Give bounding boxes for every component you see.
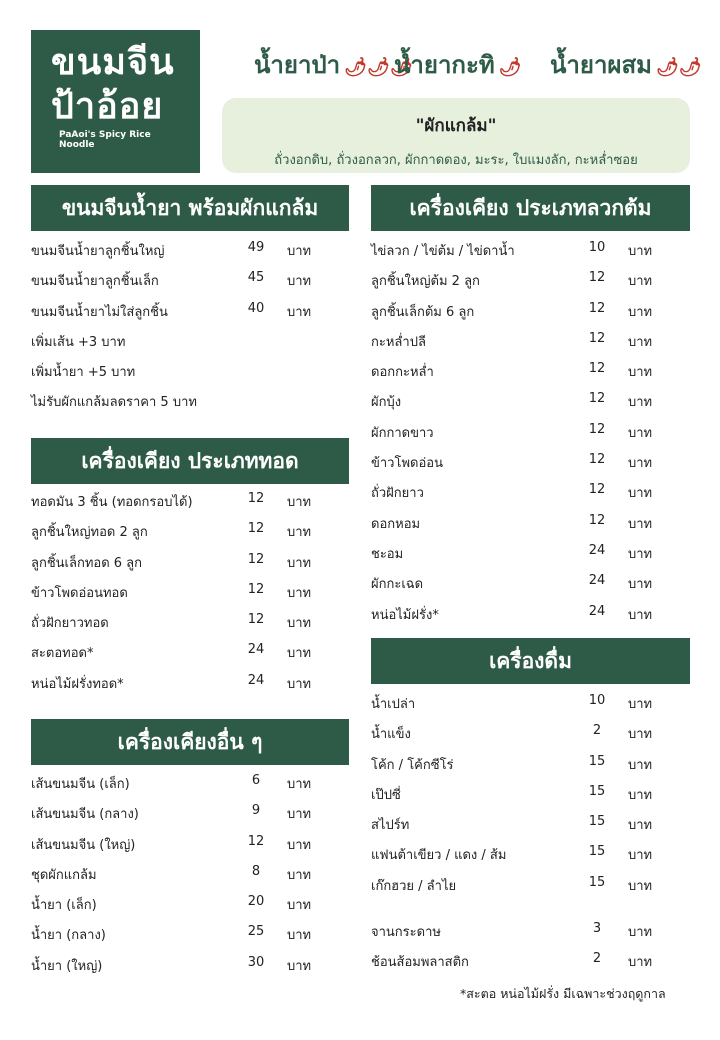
- menu-item-price: 15: [588, 874, 606, 890]
- menu-item-row: [371, 947, 690, 977]
- menu-item-name: ผักกาดขาว: [371, 425, 434, 441]
- menu-item-row: [31, 487, 349, 517]
- menu-item-row: [31, 799, 349, 829]
- menu-item-name: เป๊ปซี่: [371, 787, 401, 803]
- menu-item-unit: บาท: [287, 928, 312, 944]
- logo-title-line2: ป้าอ้อย: [51, 85, 164, 127]
- broth-mixed: [550, 45, 702, 84]
- menu-item-name: ลูกชิ้นเล็กต้ม 6 ลูก: [371, 304, 475, 320]
- menu-note-row: [31, 327, 349, 357]
- menu-item-row: [31, 236, 349, 266]
- menu-item-unit: บาท: [287, 676, 312, 692]
- menu-item-unit: บาท: [287, 495, 312, 510]
- menu-item-row: [371, 327, 690, 357]
- broth-label: น้ำยากะทิ: [394, 50, 495, 79]
- menu-item-unit: บาท: [628, 425, 653, 441]
- menu-item-unit: บาท: [287, 555, 312, 571]
- menu-item-price: 12: [588, 300, 606, 316]
- menu-item-row: [371, 448, 690, 478]
- broth-types: [222, 45, 702, 85]
- menu-item-price: 10: [588, 240, 606, 255]
- menu-item-row: [31, 830, 349, 860]
- menu-item-unit: บาท: [287, 244, 312, 259]
- menu-item-row: [31, 548, 349, 578]
- menu-item-price: 45: [247, 270, 265, 286]
- broth-kathi: [394, 45, 522, 84]
- menu-item-price: 12: [247, 833, 265, 849]
- menu-item-row: [31, 578, 349, 608]
- menu-item-row: [371, 297, 690, 327]
- menu-item-price: 40: [247, 300, 265, 316]
- menu-item-unit: บาท: [628, 878, 653, 894]
- menu-item-name: แฟนต้าเขียว / แดง / ส้ม: [371, 848, 507, 864]
- menu-item-name: ขนมจีนน้ำยาไม่ใส่ลูกชิ้น: [31, 304, 168, 320]
- broth-pa: [254, 45, 413, 84]
- menu-item-name: ลูกชิ้นใหญ่ต้ม 2 ลูก: [371, 274, 480, 290]
- menu-item-unit: บาท: [287, 616, 312, 632]
- menu-item-unit: บาท: [628, 955, 653, 971]
- menu-item-unit: บาท: [628, 848, 653, 864]
- menu-item-name: ขนมจีนน้ำยาลูกชิ้นเล็ก: [31, 274, 159, 290]
- side-vegetables-title: "ผักแกล้ม": [415, 116, 497, 136]
- menu-item-unit: บาท: [628, 727, 653, 743]
- menu-item-unit: บาท: [628, 365, 653, 381]
- menu-item-name: ดอกกะหล่ำ: [371, 365, 434, 381]
- section-header-blanched: เครื่องเคียง ประเภทลวกต้ม: [371, 185, 690, 231]
- menu-item-row: [31, 517, 349, 547]
- menu-item-price: 24: [588, 603, 606, 619]
- menu-item-unit: บาท: [628, 456, 653, 472]
- menu-item-unit: บาท: [628, 486, 653, 502]
- menu-item-row: [371, 387, 690, 417]
- menu-item-row: [371, 600, 690, 630]
- menu-item-row: [31, 890, 349, 920]
- menu-item-price: 24: [588, 542, 606, 558]
- menu-item-row: [371, 719, 690, 749]
- side-vegetables-list: ถั่วงอกดิบ, ถั่วงอกลวก, ผักกาดดอง, มะระ, ใบแมงลัก, กะหล่ำซอย: [274, 153, 638, 168]
- menu-item-name: ผักกะเฉด: [371, 577, 424, 593]
- menu-item-name: ถั่วฝักยาวทอด: [31, 616, 109, 632]
- menu-item-row: [31, 860, 349, 890]
- menu-item-unit: บาท: [287, 867, 312, 883]
- blanched-menu-list: [371, 236, 690, 630]
- chili-icon: 🌶🌶🌶: [344, 57, 413, 78]
- menu-item-name: เก๊กฮวย / ลำไย: [371, 878, 457, 894]
- menu-item-unit: บาท: [628, 787, 653, 803]
- menu-item-price: 12: [588, 452, 606, 468]
- chili-icon: 🌶: [498, 57, 522, 78]
- menu-item-unit: บาท: [628, 546, 653, 562]
- menu-item-price: 24: [247, 642, 265, 658]
- menu-item-price: 10: [588, 693, 606, 708]
- menu-item-name: ข้าวโพดอ่อนทอด: [31, 585, 128, 601]
- menu-item-price: 2: [592, 723, 602, 739]
- menu-item-unit: บาท: [287, 958, 312, 974]
- menu-item-price: 15: [588, 783, 606, 799]
- menu-item-name: ข้าวโพดอ่อน: [371, 456, 443, 472]
- menu-item-price: 12: [588, 482, 606, 498]
- logo-title-line1: ขนมจีน: [51, 41, 175, 83]
- menu-item-row: [371, 780, 690, 810]
- menu-item-unit: บาท: [628, 395, 653, 411]
- menu-item-unit: บาท: [628, 274, 653, 290]
- menu-item-unit: บาท: [628, 304, 653, 320]
- menu-item-name: น้ำยา (เล็ก): [31, 898, 97, 914]
- menu-item-row: [371, 569, 690, 599]
- menu-item-row: [31, 638, 349, 668]
- menu-item-price: 20: [247, 894, 265, 910]
- menu-item-name: น้ำแข็ง: [371, 727, 411, 743]
- menu-item-unit: บาท: [628, 577, 653, 593]
- menu-item-name: ช้อนส้อมพลาสติก: [371, 955, 469, 971]
- menu-item-unit: บาท: [628, 607, 653, 623]
- menu-item-row: [371, 266, 690, 296]
- menu-item-name: กะหล่ำปลี: [371, 334, 426, 350]
- menu-item-name: โค้ก / โค้กซีโร่: [371, 757, 454, 773]
- menu-item-price: 12: [247, 581, 265, 597]
- menu-note: เพิ่มเส้น +3 บาท: [31, 334, 126, 350]
- menu-item-row: [371, 750, 690, 780]
- shop-logo: [31, 30, 200, 173]
- utensils-menu-list: [371, 917, 690, 978]
- menu-item-name: ชะอม: [371, 546, 404, 562]
- section-header-fried: เครื่องเคียง ประเภททอด: [31, 438, 349, 484]
- menu-note-row: [31, 357, 349, 387]
- menu-item-name: ดอกหอม: [371, 516, 421, 532]
- menu-item-price: 12: [247, 612, 265, 628]
- section-header-noodle: ขนมจีนน้ำยา พร้อมผักแกล้ม: [31, 185, 349, 231]
- menu-item-price: 3: [592, 921, 602, 936]
- menu-item-price: 12: [588, 270, 606, 286]
- menu-item-name: หน่อไม้ฝรั่ง*: [371, 607, 439, 623]
- menu-item-unit: บาท: [628, 757, 653, 773]
- menu-item-price: 15: [588, 753, 606, 769]
- menu-item-row: [371, 478, 690, 508]
- menu-item-row: [371, 539, 690, 569]
- menu-item-row: [371, 689, 690, 719]
- menu-item-name: เส้นขนมจีน (ใหญ่): [31, 837, 136, 853]
- menu-item-unit: บาท: [628, 925, 653, 940]
- menu-item-row: [31, 769, 349, 799]
- side-vegetables-box: [222, 98, 690, 173]
- menu-item-unit: บาท: [287, 525, 312, 541]
- menu-item-unit: บาท: [628, 244, 653, 259]
- menu-item-name: เส้นขนมจีน (เล็ก): [31, 777, 130, 792]
- menu-item-row: [371, 236, 690, 266]
- section-header-other: เครื่องเคียงอื่น ๆ: [31, 719, 349, 765]
- menu-item-unit: บาท: [628, 334, 653, 350]
- menu-item-unit: บาท: [287, 585, 312, 601]
- menu-item-name: ลูกชิ้นใหญ่ทอด 2 ลูก: [31, 525, 148, 541]
- logo-subtitle: PaAoi's Spicy Rice Noodle: [59, 130, 151, 150]
- seasonal-footnote: *สะตอ หน่อไม้ฝรั่ง มีเฉพาะช่วงฤดูกาล: [460, 986, 666, 1001]
- menu-item-price: 12: [588, 330, 606, 346]
- menu-item-price: 15: [588, 844, 606, 860]
- menu-item-price: 24: [247, 672, 265, 688]
- menu-item-name: ชุดผักแกล้ม: [31, 867, 97, 883]
- chili-icon: 🌶🌶: [655, 57, 702, 78]
- menu-item-row: [371, 810, 690, 840]
- drinks-menu-list: [371, 689, 690, 901]
- menu-item-name: ผักบุ้ง: [371, 395, 402, 411]
- menu-item-name: สไปร์ท: [371, 818, 410, 834]
- menu-item-price: 12: [588, 361, 606, 377]
- menu-item-price: 9: [251, 803, 261, 819]
- menu-item-price: 12: [247, 551, 265, 567]
- broth-label: น้ำยาผสม: [550, 50, 652, 79]
- menu-item-price: 12: [247, 521, 265, 537]
- menu-item-price: 15: [588, 814, 606, 830]
- menu-item-unit: บาท: [287, 777, 312, 792]
- menu-item-row: [31, 920, 349, 950]
- menu-note: เพิ่มน้ำยา +5 บาท: [31, 365, 136, 381]
- menu-item-unit: บาท: [287, 274, 312, 290]
- menu-note-row: [31, 387, 349, 417]
- menu-item-name: จานกระดาษ: [371, 925, 441, 940]
- menu-item-name: น้ำยา (ใหญ่): [31, 958, 103, 974]
- menu-item-row: [31, 266, 349, 296]
- section-header-drinks: เครื่องดื่ม: [371, 638, 690, 684]
- menu-item-unit: บาท: [287, 304, 312, 320]
- menu-item-unit: บาท: [287, 646, 312, 662]
- menu-item-unit: บาท: [287, 807, 312, 823]
- noodle-menu-list: [31, 236, 349, 418]
- menu-item-price: 8: [251, 863, 261, 879]
- menu-item-name: น้ำยา (กลาง): [31, 928, 106, 944]
- menu-item-price: 30: [247, 954, 265, 970]
- menu-item-row: [31, 669, 349, 699]
- broth-label: น้ำยาป่า: [254, 50, 341, 79]
- menu-item-name: ขนมจีนน้ำยาลูกชิ้นใหญ่: [31, 244, 165, 259]
- menu-item-row: [31, 297, 349, 327]
- menu-item-row: [371, 418, 690, 448]
- menu-item-unit: บาท: [287, 837, 312, 853]
- menu-note: ไม่รับผักแกล้มลดราคา 5 บาท: [31, 395, 197, 411]
- menu-item-price: 6: [251, 773, 261, 788]
- menu-item-unit: บาท: [628, 516, 653, 532]
- menu-item-unit: บาท: [628, 818, 653, 834]
- menu-item-name: น้ำเปล่า: [371, 697, 416, 712]
- menu-item-row: [371, 357, 690, 387]
- menu-item-row: [371, 871, 690, 901]
- menu-item-price: 25: [247, 924, 265, 940]
- menu-item-name: ลูกชิ้นเล็กทอด 6 ลูก: [31, 555, 143, 571]
- menu-item-row: [371, 917, 690, 947]
- menu-item-row: [31, 951, 349, 981]
- menu-item-name: หน่อไม้ฝรั่งทอด*: [31, 676, 124, 692]
- menu-item-price: 24: [588, 573, 606, 589]
- menu-item-name: ถั่วฝักยาว: [371, 486, 424, 502]
- menu-item-unit: บาท: [628, 697, 653, 712]
- menu-item-price: 12: [588, 512, 606, 528]
- menu-item-name: ทอดมัน 3 ชิ้น (ทอดกรอบได้): [31, 495, 193, 510]
- fried-menu-list: [31, 487, 349, 699]
- menu-item-name: ไข่ลวก / ไข่ต้ม / ไข่ดาน้ำ: [371, 244, 515, 259]
- menu-item-row: [371, 509, 690, 539]
- menu-item-row: [371, 840, 690, 870]
- menu-item-price: 12: [588, 391, 606, 407]
- menu-item-price: 12: [247, 491, 265, 506]
- menu-item-price: 2: [592, 951, 602, 967]
- menu-item-price: 49: [247, 240, 265, 255]
- menu-item-name: สะตอทอด*: [31, 646, 94, 662]
- menu-item-unit: บาท: [287, 898, 312, 914]
- menu-item-price: 12: [588, 421, 606, 437]
- menu-item-row: [31, 608, 349, 638]
- other-menu-list: [31, 769, 349, 981]
- menu-item-name: เส้นขนมจีน (กลาง): [31, 807, 139, 823]
